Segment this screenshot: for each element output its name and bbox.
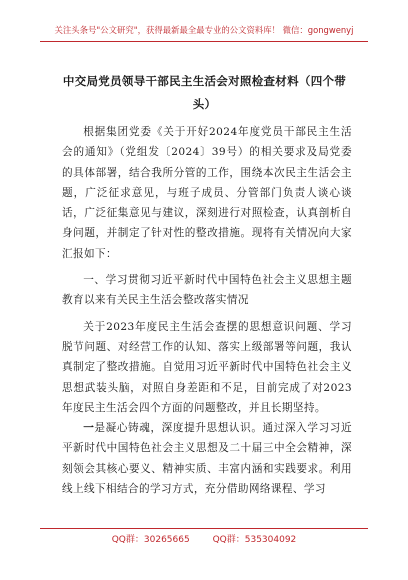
page-header: 关注头条号"公文研究"，获得最新最全最专业的公文资料库！ 微信：gongwenyj: [54, 25, 354, 35]
paragraph-first-point: [62, 418, 352, 499]
document-title: 中交局党员领导干部民主生活会对照检查材料（四个带头）: [62, 74, 347, 111]
footer-qq-group-1: QQ群：30265665: [111, 535, 190, 545]
paragraph-intro: 根据集团党委《关于开好2024年度党员干部民主生活会的通知》（党组发〔2024〕39号）的相关要求及局党委的具体部署，结合我所分管的工作，围绕本次民主生活会主题，广泛征求意见，与班子成员、分管部门负责人谈心谈话，广泛征集意见与建议，深刻进行对照检查，认真剖析自身问题，并制定了针对性的整改措施。现将有关情况向大家汇报如下：: [62, 126, 352, 260]
footer-divider: [40, 528, 368, 529]
footer-qq-group-2: QQ群：535304092: [212, 535, 297, 545]
first-point-marker: 一: [83, 422, 95, 435]
paragraph-rectification: 关于2023年度民主生活会查摆的思想意识问题、学习脱节问题、对经营工作的认知、落实上级部署等问题，我认真制定了整改措施。自觉用习近平新时代中国特色社会主义思想武装头脑，对照自身差距和不足，目前完成了对2023年度民主生活会四个方面的问题整改，并且长期坚持。: [62, 320, 352, 414]
page-footer: [0, 532, 408, 545]
header-divider: [40, 41, 368, 42]
document-body: [62, 122, 352, 499]
section-heading: 一、学习贯彻习近平新时代中国特色社会主义思想主题教育以来有关民主生活会整改落实情况: [62, 274, 352, 307]
first-point-text: 是凝心铸魂，深度提升思想认识。通过深入学习习近平新时代中国特色社会主义思想及二十届三中全会精神，深刻领会其核心要义、精神实质、丰富内涵和实践要求。利用线上线下相结合的学习方式，充分借助网络课程、学习: [62, 422, 352, 496]
